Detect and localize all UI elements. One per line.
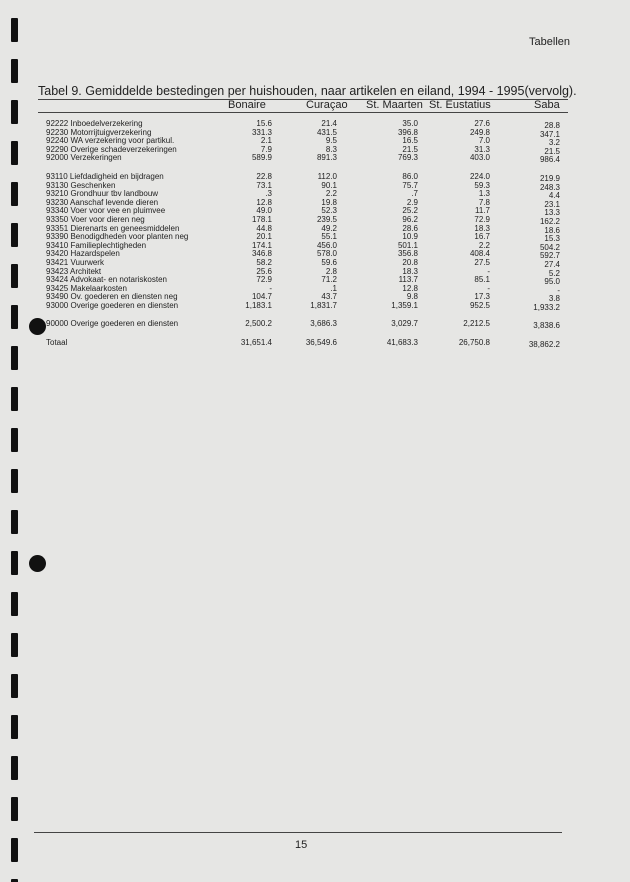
cell-value: 3,838.6 xyxy=(533,321,560,331)
cell-value: 16.5 xyxy=(402,136,418,146)
cell-value: 49.2 xyxy=(321,223,337,233)
header-rule xyxy=(38,112,568,113)
row-label: 93424 Advokaat- en notariskosten xyxy=(46,275,167,285)
binder-mark xyxy=(11,59,18,83)
cell-value: 21.5 xyxy=(402,144,418,154)
row-label: 93423 Architekt xyxy=(46,266,102,276)
row-label: 92290 Overige schadeverzekeringen xyxy=(46,144,177,154)
cell-value: 17.3 xyxy=(474,292,490,302)
cell-value: 18.3 xyxy=(402,266,418,276)
cell-value: 21.5 xyxy=(544,146,560,156)
row-label: 93130 Geschenken xyxy=(46,180,116,190)
cell-value: 72.9 xyxy=(256,275,272,285)
cell-value: 31.3 xyxy=(474,144,490,154)
cell-value: 408.4 xyxy=(469,249,490,259)
cell-value: 331.3 xyxy=(251,127,272,137)
binder-mark xyxy=(11,223,18,247)
cell-value: 15.3 xyxy=(544,234,560,244)
binder-mark xyxy=(11,633,18,657)
cell-value: 592.7 xyxy=(539,251,560,261)
cell-value: 1,831.7 xyxy=(310,300,337,310)
cell-value: 18.6 xyxy=(544,225,560,235)
cell-value: 3.8 xyxy=(548,294,560,304)
row-label: 93110 Liefdadigheid en bijdragen xyxy=(46,171,164,181)
cell-value: 10.9 xyxy=(402,232,418,242)
row-label: 93230 Aanschaf levende dieren xyxy=(46,197,159,207)
cell-value: 11.7 xyxy=(475,206,490,216)
col-st-eustatius: St. Eustatius xyxy=(429,99,491,111)
cell-value: 346.8 xyxy=(251,249,272,259)
cell-value: 7.0 xyxy=(478,136,490,146)
cell-value: 20.1 xyxy=(256,232,272,242)
cell-value: 113.7 xyxy=(398,275,418,285)
cell-value: 18.3 xyxy=(474,223,490,233)
cell-value: 25.2 xyxy=(402,206,418,216)
row-label: 92240 WA verzekering voor partikul. xyxy=(46,136,175,146)
binder-mark xyxy=(11,18,18,42)
row-label: 93490 Ov. goederen en diensten neg xyxy=(46,292,178,302)
cell-value: 96.2 xyxy=(402,214,418,224)
cell-value: 162.2 xyxy=(539,216,560,226)
cell-value: 36,549.6 xyxy=(305,338,337,348)
cell-value: 456.0 xyxy=(316,240,337,250)
row-label: 93420 Hazardspelen xyxy=(46,249,120,259)
cell-value: 71.2 xyxy=(321,275,337,285)
punch-hole xyxy=(29,318,46,335)
cell-value: 3,029.7 xyxy=(391,319,418,329)
row-label: 93351 Dierenarts en geneesmiddelen xyxy=(46,223,180,233)
cell-value: 396.8 xyxy=(397,127,418,137)
cell-value: 1,183.1 xyxy=(245,300,272,310)
cell-value: 2.2 xyxy=(478,240,490,250)
cell-value: 403.0 xyxy=(469,153,490,163)
cell-value: 2.2 xyxy=(325,189,337,199)
cell-value: 12.8 xyxy=(256,197,272,207)
col-st-maarten: St. Maarten xyxy=(366,99,423,111)
section-header: Tabellen xyxy=(529,36,570,48)
cell-value: 28.8 xyxy=(544,121,560,130)
binder-mark xyxy=(11,510,18,534)
row-label: 93421 Vuurwerk xyxy=(46,257,104,267)
row-label: 93390 Benodigdheden voor planten neg xyxy=(46,232,189,242)
cell-value: 8.3 xyxy=(325,144,337,154)
cell-value: .3 xyxy=(265,189,272,199)
cell-value: 12.8 xyxy=(402,283,418,293)
cell-value: 31,651.4 xyxy=(240,338,272,348)
row-label: 93410 Familieplechtigheden xyxy=(46,240,147,250)
cell-value: 104.7 xyxy=(251,292,272,302)
cell-value: 95.0 xyxy=(544,277,560,287)
cell-value: 239.5 xyxy=(316,214,337,224)
cell-value: 1,933.2 xyxy=(533,302,560,312)
cell-value: - xyxy=(269,283,272,293)
cell-value: 1.3 xyxy=(478,189,490,199)
binder-mark xyxy=(11,264,18,288)
col-curacao: Curaçao xyxy=(306,99,348,111)
cell-value: 27.4 xyxy=(544,259,560,269)
col-saba: Saba xyxy=(534,99,560,111)
row-label: Totaal xyxy=(46,338,68,348)
cell-value: 21.4 xyxy=(321,119,337,128)
cell-value: 347.1 xyxy=(539,129,560,139)
cell-value: - xyxy=(557,285,560,295)
col-bonaire: Bonaire xyxy=(228,99,266,111)
cell-value: 58.2 xyxy=(256,257,272,267)
row-label: 93425 Makelaarkosten xyxy=(46,283,127,293)
binder-mark xyxy=(11,756,18,780)
binder-mark xyxy=(11,182,18,206)
row-label: 93350 Voer voor dieren neg xyxy=(46,214,145,224)
binder-mark xyxy=(11,551,18,575)
cell-value: 504.2 xyxy=(539,242,560,252)
row-label: 92230 Motorrijtuigverzekering xyxy=(46,127,152,137)
cell-value: 589.9 xyxy=(251,153,272,163)
cell-value: 986.4 xyxy=(539,155,560,165)
row-label: 90000 Overige goederen en diensten xyxy=(46,319,179,329)
cell-value: 26,750.8 xyxy=(458,338,490,348)
binder-mark xyxy=(11,141,18,165)
cell-value: 4.4 xyxy=(548,191,560,201)
binder-mark xyxy=(11,715,18,739)
cell-value: 38,862.2 xyxy=(528,340,560,350)
binder-mark xyxy=(11,387,18,411)
cell-value: 15.6 xyxy=(256,119,272,128)
cell-value: 3,686.3 xyxy=(310,319,337,329)
cell-value: 174.1 xyxy=(251,240,272,250)
binder-mark xyxy=(11,100,18,124)
table-title: Tabel 9. Gemiddelde bestedingen per huishouden, naar artikelen en eiland, 1994 - 1995(vervolg). xyxy=(38,84,577,98)
cell-value: 20.8 xyxy=(402,257,418,267)
cell-value: 356.8 xyxy=(397,249,418,259)
cell-value: 224.0 xyxy=(469,171,490,181)
cell-value: 769.3 xyxy=(397,153,418,163)
cell-value: 9.8 xyxy=(406,292,418,302)
punch-hole xyxy=(29,555,46,572)
binder-mark xyxy=(11,346,18,370)
cell-value: 90.1 xyxy=(321,180,337,190)
cell-value: 2,212.5 xyxy=(463,319,490,329)
row-label: 93210 Grondhuur tbv landbouw xyxy=(46,189,159,199)
cell-value: 578.0 xyxy=(316,249,337,259)
cell-value: 25.6 xyxy=(256,266,272,276)
cell-value: 59.6 xyxy=(321,257,337,267)
binder-mark xyxy=(11,838,18,862)
cell-value: .1 xyxy=(330,283,337,293)
cell-value: 891.3 xyxy=(316,153,337,163)
cell-value: 219.9 xyxy=(539,173,560,183)
binder-mark xyxy=(11,797,18,821)
cell-value: 5.2 xyxy=(548,268,560,278)
cell-value: 72.9 xyxy=(474,214,490,224)
cell-value: 952.5 xyxy=(469,300,490,310)
cell-value: 23.1 xyxy=(544,199,560,209)
cell-value: 2.1 xyxy=(260,136,272,146)
cell-value: 22.8 xyxy=(256,171,272,181)
binder-mark xyxy=(11,674,18,698)
cell-value: 7.8 xyxy=(478,197,490,207)
binder-mark xyxy=(11,428,18,452)
cell-value: 75.7 xyxy=(402,180,418,190)
cell-value: 86.0 xyxy=(402,171,418,181)
cell-value: 73.1 xyxy=(256,180,272,190)
binder-mark xyxy=(11,592,18,616)
cell-value: 52.3 xyxy=(321,206,337,216)
row-label: 93000 Overige goederen en diensten xyxy=(46,300,179,310)
cell-value: 19.8 xyxy=(321,197,337,207)
cell-value: 44.8 xyxy=(256,223,272,233)
cell-value: 27.5 xyxy=(474,257,490,267)
binder-mark xyxy=(11,305,18,329)
cell-value: 35.0 xyxy=(402,119,418,128)
cell-value: 248.3 xyxy=(539,182,560,192)
footer-rule xyxy=(34,832,562,833)
cell-value: 2.8 xyxy=(325,266,337,276)
cell-value: 501.1 xyxy=(397,240,418,250)
cell-value: 49.0 xyxy=(256,206,272,216)
cell-value: 9.5 xyxy=(325,136,337,146)
cell-value: 59.3 xyxy=(474,180,490,190)
cell-value: 3.2 xyxy=(548,138,560,148)
cell-value: 43.7 xyxy=(321,292,337,302)
cell-value: 178.1 xyxy=(251,214,272,224)
cell-value: 55.1 xyxy=(321,232,337,242)
cell-value: 249.8 xyxy=(469,127,490,137)
row-label: 93340 Voer voor vee en pluimvee xyxy=(46,206,166,216)
cell-value: 85.1 xyxy=(474,275,490,285)
cell-value: - xyxy=(487,283,490,293)
cell-value: - xyxy=(487,266,490,276)
cell-value: 7.9 xyxy=(260,144,272,154)
cell-value: 13.3 xyxy=(544,208,560,218)
cell-value: 2.9 xyxy=(406,197,418,207)
cell-value: 2,500.2 xyxy=(245,319,272,329)
cell-value: 431.5 xyxy=(316,127,337,137)
cell-value: 28.6 xyxy=(402,223,418,233)
cell-value: .7 xyxy=(411,189,418,199)
binder-mark xyxy=(11,469,18,493)
cell-value: 112.0 xyxy=(317,171,337,181)
cell-value: 16.7 xyxy=(474,232,490,242)
cell-value: 27.6 xyxy=(474,119,490,128)
cell-value: 41,683.3 xyxy=(386,338,418,348)
row-label: 92000 Verzekeringen xyxy=(46,153,122,163)
cell-value: 1,359.1 xyxy=(391,300,418,310)
row-label: 92222 Inboedelverzekering xyxy=(46,119,143,128)
page-number: 15 xyxy=(295,839,308,851)
